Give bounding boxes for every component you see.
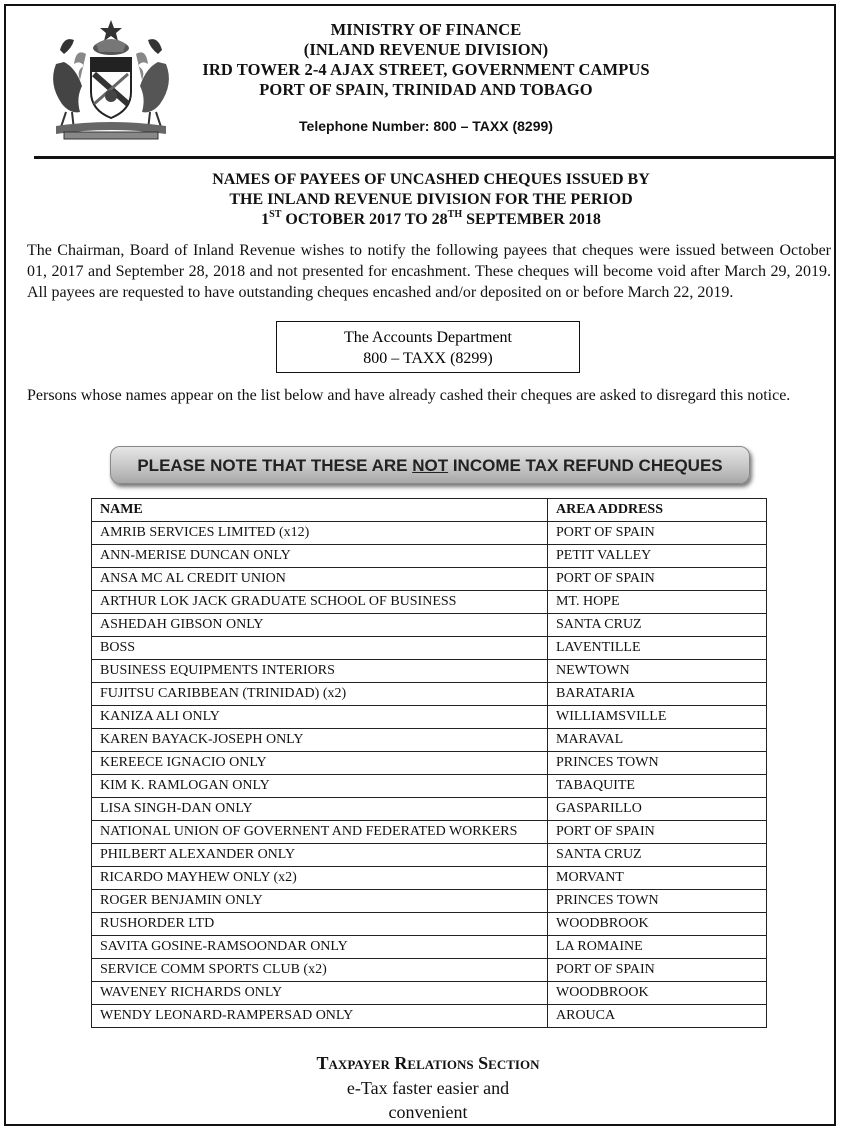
banner-text-underlined: NOT — [412, 456, 449, 475]
payee-name-cell: ROGER BENJAMIN ONLY — [92, 890, 548, 913]
payee-name-cell: RICARDO MAYHEW ONLY (x2) — [92, 867, 548, 890]
area-address-cell: PORT OF SPAIN — [548, 522, 767, 545]
payee-name-cell: SERVICE COMM SPORTS CLUB (x2) — [92, 959, 548, 982]
title-line-2: THE INLAND REVENUE DIVISION FOR THE PERIOD — [229, 191, 633, 208]
footer — [206, 1050, 650, 1124]
payee-name-cell: FUJITSU CARIBBEAN (TRINIDAD) (x2) — [92, 683, 548, 706]
payee-name-cell: LISA SINGH-DAN ONLY — [92, 798, 548, 821]
area-address-cell: PRINCES TOWN — [548, 752, 767, 775]
title-day-start: 1 — [261, 211, 270, 228]
tagline-line-2: convenient — [388, 1102, 468, 1122]
payee-name-cell: AMRIB SERVICES LIMITED (x12) — [92, 522, 548, 545]
table-row — [92, 982, 767, 1005]
area-address-cell: MT. HOPE — [548, 591, 767, 614]
payee-name-cell: KAREN BAYACK-JOSEPH ONLY — [92, 729, 548, 752]
table-row — [92, 890, 767, 913]
coat-of-arms-icon — [36, 14, 186, 144]
payee-name-cell: ARTHUR LOK JACK GRADUATE SCHOOL OF BUSINESS — [92, 591, 548, 614]
header-divider — [34, 156, 834, 159]
area-address-cell: MORVANT — [548, 867, 767, 890]
payee-name-cell: SAVITA GOSINE-RAMSOONDAR ONLY — [92, 936, 548, 959]
area-address-cell: NEWTOWN — [548, 660, 767, 683]
title-middle: OCTOBER 2017 TO 28 — [281, 211, 448, 228]
area-address-cell: WOODBROOK — [548, 982, 767, 1005]
area-address-cell: BARATARIA — [548, 683, 767, 706]
column-header-name: NAME — [92, 499, 548, 522]
telephone-number: Telephone Number: 800 – TAXX (8299) — [299, 118, 553, 134]
area-address-cell: LA ROMAINE — [548, 936, 767, 959]
table-row — [92, 637, 767, 660]
table-row — [92, 591, 767, 614]
title-line-3 — [66, 210, 796, 230]
section-name: Taxpayer Relations Section — [316, 1053, 540, 1073]
table-row — [92, 798, 767, 821]
disregard-paragraph: Persons whose names appear on the list below and have already cashed their cheques are asked to disregard this notice. — [27, 387, 791, 404]
table-row — [92, 660, 767, 683]
table-row — [92, 545, 767, 568]
table-row — [92, 821, 767, 844]
table-row — [92, 775, 767, 798]
area-address-cell: PORT OF SPAIN — [548, 959, 767, 982]
ministry-name: MINISTRY OF FINANCE — [330, 20, 522, 39]
accounts-department-box — [276, 321, 580, 373]
table-body — [92, 522, 767, 1028]
table-row — [92, 522, 767, 545]
letterhead — [176, 20, 676, 134]
table-row — [92, 959, 767, 982]
title-ordinal-start: ST — [269, 209, 282, 220]
accounts-department-phone: 800 – TAXX (8299) — [363, 350, 493, 367]
title-line-1: NAMES OF PAYEES OF UNCASHED CHEQUES ISSUED BY — [212, 171, 650, 188]
notice-paragraph: The Chairman, Board of Inland Revenue wishes to notify the following payees that cheques were issued between October 01, 2017 and September 28, 2018 and not presented for encashment. These cheques will become void after March 29, 2019. All payees are requested to have outstanding cheques encashed and/or deposited on or before March 22, 2019. — [27, 242, 831, 301]
area-address-cell: AROUCA — [548, 1005, 767, 1028]
payee-name-cell: KEREECE IGNACIO ONLY — [92, 752, 548, 775]
area-address-cell: MARAVAL — [548, 729, 767, 752]
area-address-cell: WILLIAMSVILLE — [548, 706, 767, 729]
table-row — [92, 729, 767, 752]
table-row — [92, 568, 767, 591]
payee-name-cell: KANIZA ALI ONLY — [92, 706, 548, 729]
area-address-cell: PETIT VALLEY — [548, 545, 767, 568]
table-row — [92, 752, 767, 775]
address-line-2: PORT OF SPAIN, TRINIDAD AND TOBAGO — [259, 80, 593, 99]
notice-title — [66, 170, 796, 230]
payee-name-cell: ANN-MERISE DUNCAN ONLY — [92, 545, 548, 568]
table-row — [92, 683, 767, 706]
payee-name-cell: KIM K. RAMLOGAN ONLY — [92, 775, 548, 798]
table-row — [92, 936, 767, 959]
banner-text-after: INCOME TAX REFUND CHEQUES — [448, 456, 723, 475]
area-address-cell: SANTA CRUZ — [548, 614, 767, 637]
payee-name-cell: PHILBERT ALEXANDER ONLY — [92, 844, 548, 867]
area-address-cell: SANTA CRUZ — [548, 844, 767, 867]
payee-name-cell: NATIONAL UNION OF GOVERNENT AND FEDERATED WORKERS — [92, 821, 548, 844]
title-ordinal-end: TH — [447, 209, 463, 220]
payee-name-cell: RUSHORDER LTD — [92, 913, 548, 936]
table-row — [92, 1005, 767, 1028]
area-address-cell: LAVENTILLE — [548, 637, 767, 660]
payee-name-cell: BOSS — [92, 637, 548, 660]
area-address-cell: PORT OF SPAIN — [548, 568, 767, 591]
payee-name-cell: WENDY LEONARD-RAMPERSAD ONLY — [92, 1005, 548, 1028]
column-header-area-address: AREA ADDRESS — [548, 499, 767, 522]
table-header-row — [92, 499, 767, 522]
notice-page — [4, 4, 836, 1126]
title-end: SEPTEMBER 2018 — [462, 211, 601, 228]
payee-name-cell: BUSINESS EQUIPMENTS INTERIORS — [92, 660, 548, 683]
table-row — [92, 844, 767, 867]
area-address-cell: PORT OF SPAIN — [548, 821, 767, 844]
payee-name-cell: WAVENEY RICHARDS ONLY — [92, 982, 548, 1005]
table-row — [92, 614, 767, 637]
area-address-cell: WOODBROOK — [548, 913, 767, 936]
area-address-cell: PRINCES TOWN — [548, 890, 767, 913]
table-row — [92, 706, 767, 729]
table-row — [92, 913, 767, 936]
table-row — [92, 867, 767, 890]
payee-name-cell: ASHEDAH GIBSON ONLY — [92, 614, 548, 637]
area-address-cell: TABAQUITE — [548, 775, 767, 798]
division-name: (INLAND REVENUE DIVISION) — [303, 40, 549, 59]
area-address-cell: GASPARILLO — [548, 798, 767, 821]
payee-name-cell: ANSA MC AL CREDIT UNION — [92, 568, 548, 591]
accounts-department-label: The Accounts Department — [344, 329, 512, 346]
address-line-1: IRD TOWER 2-4 AJAX STREET, GOVERNMENT CAMPUS — [202, 60, 650, 79]
refund-notice-banner — [110, 446, 750, 484]
banner-text-before: PLEASE NOTE THAT THESE ARE — [137, 456, 413, 475]
payees-table — [91, 498, 767, 1028]
tagline-line-1: e-Tax faster easier and — [346, 1078, 510, 1098]
